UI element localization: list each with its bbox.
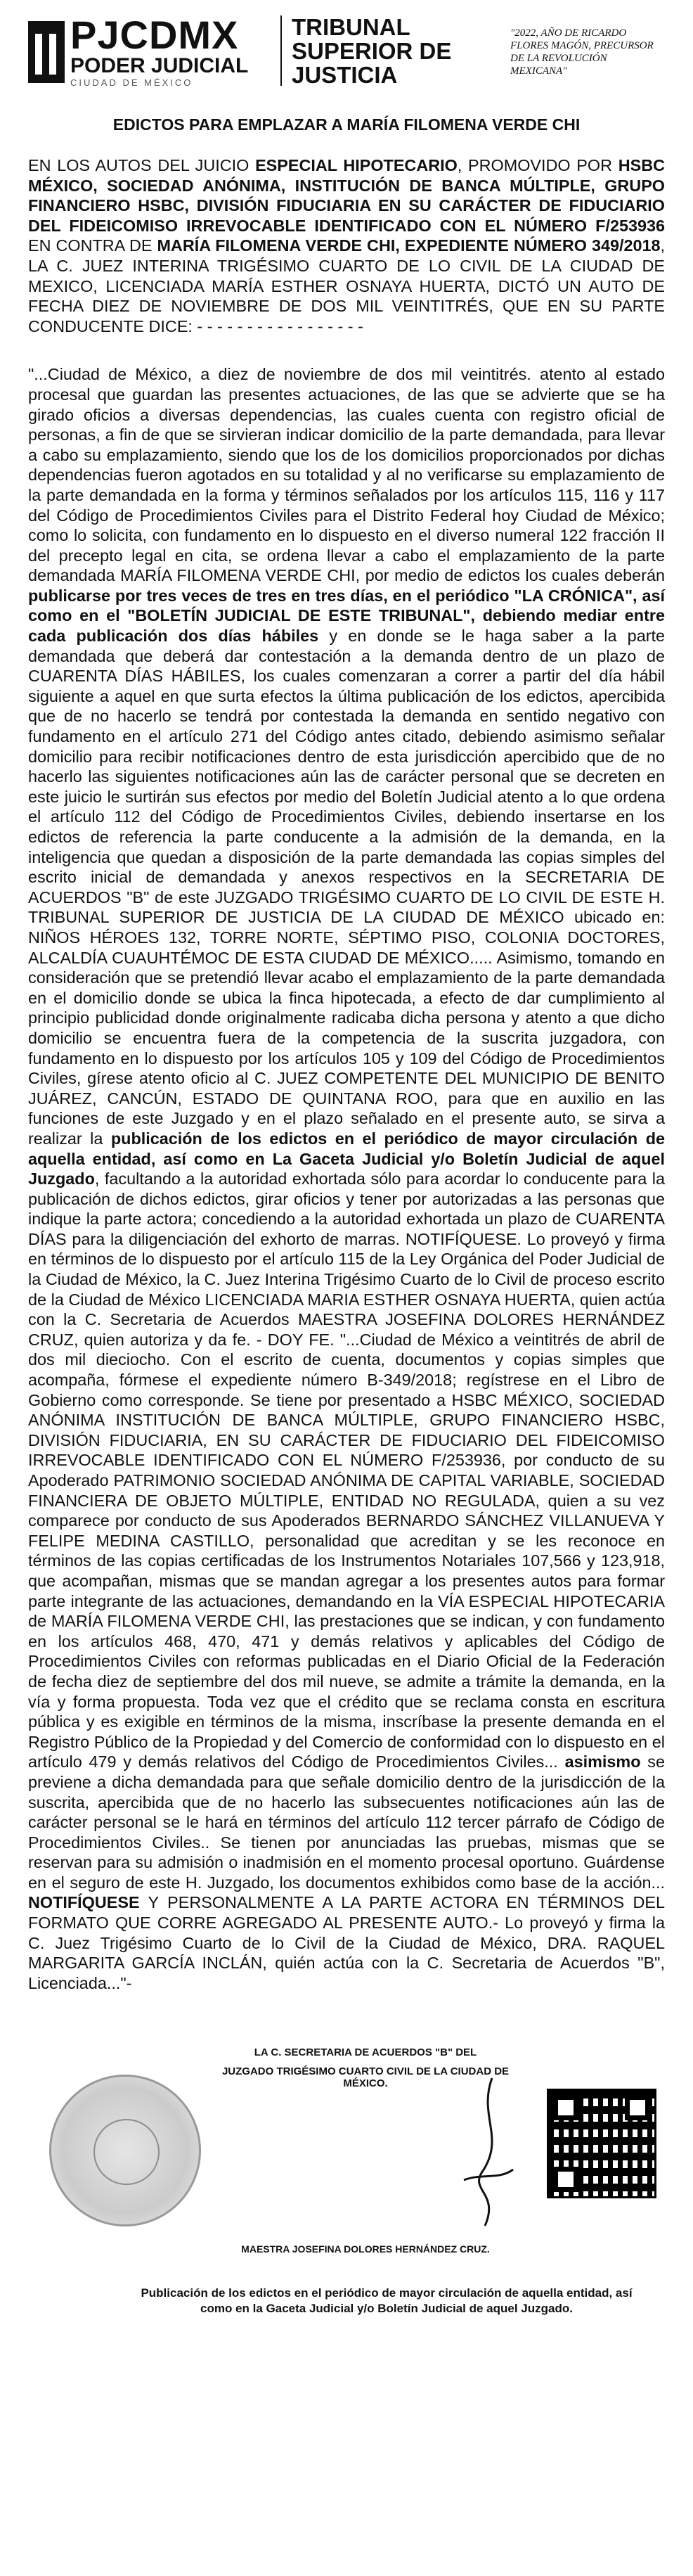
court-seal-icon <box>49 2075 201 2226</box>
logo-city: CIUDAD DE MÉXICO <box>70 77 193 88</box>
signature-block <box>28 2032 665 2335</box>
signature-title: LA C. SECRETARIA DE ACUERDOS "B" DEL <box>254 2046 477 2059</box>
qr-code-icon <box>547 2089 656 2198</box>
handwritten-signature-icon <box>450 2075 520 2236</box>
pjcdmx-logo <box>28 15 271 88</box>
signatory-name: MAESTRA JOSEFINA DOLORES HERNÁNDEZ CRUZ. <box>241 2243 490 2255</box>
pillars-icon <box>28 21 65 83</box>
logo-main: PJCDMX <box>70 13 239 57</box>
year-motto: "2022, AÑO DE RICARDO FLORES MAGÓN, PRECURSOR DE LA REVOLUCIÓN MEXICANA" <box>510 27 654 77</box>
footer-note: Publicación de los edictos en el periódico de mayor circulación de aquella entidad, así como en la Gaceta Judicial y/o Boletín Judicial de aquel Juzgado. <box>141 2286 633 2316</box>
header <box>28 15 665 94</box>
signature-court: JUZGADO TRIGÉSIMO CUARTO CIVIL DE LA CIUDAD DE MÉXICO. <box>221 2065 510 2090</box>
header-divider <box>280 15 282 86</box>
page-title: EDICTOS PARA EMPLAZAR A MARÍA FILOMENA VERDE CHI <box>112 115 581 134</box>
tribunal-name: TRIBUNAL SUPERIOR DE JUSTICIA <box>292 14 452 88</box>
intro-paragraph: EN LOS AUTOS DEL JUICIO ESPECIAL HIPOTECARIO, PROMOVIDO POR HSBC MÉXICO, SOCIEDAD ANÓNIMA, INSTITUCIÓN DE BANCA MÚLTIPLE, GRUPO FINANCIERO HSBC, DIVISIÓN FIDUCIARIA EN SU CARÁCTER DE FIDUCIARIO DEL FIDEICOMISO IRREVOCABLE IDENTIFICADO CON EL NÚMERO F/253936 EN CONTRA DE MARÍA FILOMENA VERDE CHI, EXPEDIENTE NÚMERO 349/2018, LA C. JUEZ INTERINA TRIGÉSIMO CUARTO DE LO CIVIL DE LA CIUDAD DE MEXICO, LICENCIADA MARÍA ESTHER OSNAYA HUERTA, DICTÓ UN AUTO DE FECHA DIEZ DE NOVIEMBRE DE DOS MIL VEINTITRÉS, QUE EN SU PARTE CONDUCENTE DICE: - - - - - - - - - - - - - - - - - <box>28 156 666 335</box>
edict-body: "...Ciudad de México, a diez de noviembre de dos mil veintitrés. atento al estado procesal que guardan las presentes actuaciones, de las que se advierte que se ha girado oficios a diversas dependencias, las cuales cuenta con registro oficial de personas, a fin de que se sirvieran indicar domicilio de la parte demandada, para llevar a cabo su emplazamiento, siendo que los de los domicilios proporcionados por dichas dependencias fueron agotados en su totalidad y al no verificarse su emplazamiento de la parte demandada en la forma y términos señalados por los artículos 115, 116 y 117 del Código de Procedimientos Civiles para el Distrito Federal hoy Ciudad de México; como lo solicita, con fundamento en lo dispuesto en el diverso numeral 122 fracción II del precepto legal en cita, se ordena llevar a cabo el emplazamiento de la parte demandada MARÍA FILOMENA VERDE CHI, por medio de edictos los cuales deberán publicarse por tres veces de tres en tres días, en el periódico "LA CRÓNICA", así como en el "BOLETÍN JUDICIAL DE ESTE TRIBUNAL", debiendo mediar entre cada publicación dos días hábiles y en donde se le haga saber a la parte demandada que deberá dar contestación a la demanda dentro de un plazo de CUARENTA DÍAS HÁBILES, los cuales comenzaran a correr a partir del día hábil siguiente a aquel en que surta efectos la última publicación de los edictos, apercibida que de no hacerlo se tendrá por contestada la demanda en sentido negativo con fundamento en el artículo 271 del Código antes citado, debiendo asimismo señalar domicilio para recibir notificaciones dentro de esta jurisdicción apercibido que de no hacerlo las siguientes notificaciones aún las de carácter personal que se decreten en este juicio le surtirán sus efectos por medio del Boletín Judicial atento a lo que ordena el artículo 112 del Código de Procedimientos Civiles, debiendo insertarse en los edictos de referencia la parte conducente a la admisión de la demanda, en la inteligencia que quedan a disposición de la parte demandada las copias simples del escrito inicial de demandada y anexos respectivos en la SECRETARIA DE ACUERDOS "B" de este JUZGADO TRIGÉSIMO CUARTO DE LO CIVIL DE ESTE H. TRIBUNAL SUPERIOR DE JUSTICIA DE LA CIUDAD DE MÉXICO ubicado en: NIÑOS HÉROES 132, TORRE NORTE, SÉPTIMO PISO, COLONIA DOCTORES, ALCALDÍA CUAUHTÉMOC DE ESTA CIUDAD DE MÉXICO..... Asimismo, tomando en consideración que se pretendió llevar acabo el emplazamiento de la parte demandada en el domicilio donde se ubica la finca hipotecada, a efecto de dar cumplimiento al principio publicidad donde originalmente radicaba dicha persona y atento a que dicho domicilio se encuentra fuera de la competencia de la suscrita juzgadora, con fundamento en lo dispuesto por los artículos 105 y 109 del Código de Procedimientos Civiles, gírese atento oficio al C. JUEZ COMPETENTE DEL MUNICIPIO DE BENITO JUÁREZ, CANCÚN, ESTADO DE QUINTANA ROO, para que en auxilio en las funciones de este Juzgado y en el plazo señalado en el presente auto, se sirva a realizar la publicación de los edictos en el periódico de mayor circulación de aquella entidad, así como en La Gaceta Judicial y/o Boletín Judicial de aquel Juzgado, facultando a la autoridad exhortada sólo para acordar lo conducente para la publicación de dichos edictos, girar oficios y tener por autorizadas a las personas que indique la parte actora; concediendo a la autoridad exhortada un plazo de CUARENTA DÍAS para la diligenciación del exhorto de marras. NOTIFÍQUESE. Lo proveyó y firma en términos de lo dispuesto por el artículo 115 de la Ley Orgánica del Poder Judicial de la Ciudad de México, la C. Juez Interina Trigésimo Cuarto de lo Civil de proceso escrito de la Ciudad de México LICENCIADA MARIA ESTHER OSNAYA HUERTA, quien actúa con la C. Secretaria de Acuerdos MAESTRA JOSEFINA DOLORES HERNÁNDEZ CRUZ, quien autoriza y da fe. - DOY FE. "...Ciudad de México a veintitrés de abril de dos mil dieciocho. Con el escrito de cuenta, documentos y copias simples que acompaña, fórmese el expediente número B-349/2018; regístrese en el Libro de Gobierno como corresponde. Se tiene por presentado a HSBC MÉXICO, SOCIEDAD ANÓNIMA INSTITUCIÓN DE BANCA MÚLTIPLE, GRUPO FINANCIERO HSBC, DIVISIÓN FIDUCIARIA, EN SU CARÁCTER DE FIDUCIARIO DEL FIDEICOMISO IRREVOCABLE IDENTIFICADO CON EL NÚMERO F/253936, por conducto de su Apoderado PATRIMONIO SOCIEDAD ANÓNIMA DE CAPITAL VARIABLE, SOCIEDAD FINANCIERA DE OBJETO MÚLTIPLE, ENTIDAD NO REGULADA, quien a su vez comparece por conducto de sus Apoderados BERNARDO SÁNCHEZ VILLANUEVA Y FELIPE MEDINA CASTILLO, personalidad que acreditan y se les reconoce en términos de las copias certificadas de los Instrumentos Notariales 107,566 y 123,918, que acompañan, mismas que se mandan agregar a los presentes autos para formar parte integrante de las actuaciones, demandando en la VÍA ESPECIAL HIPOTECARIA de MARÍA FILOMENA VERDE CHI, las prestaciones que se indican, y con fundamento en los artículos 468, 470, 471 y demás relativos y aplicables del Código de Procedimientos Civiles con reformas publicadas en el Diario Oficial de la Federación de fecha diez de septiembre del dos mil nueve, se admite a trámite la demanda, en la vía y forma propuesta. Toda vez que el crédito que se reclama consta en escritura pública y es exigible en términos de la misma, inscríbase la presente demanda en el Registro Público de la Propiedad y del Comercio de conformidad con lo dispuesto en el artículo 479 y demás relativos del Código de Procedimientos Civiles... asimismo se previene a dicha demandada para que señale domicilio dentro de la jurisdicción de la suscrita, apercibida que de no hacerlo las subsecuentes notificaciones aún las de carácter personal se le hará en términos del artículo 112 tercer párrafo de Código de Procedimientos Civiles.. Se tienen por anunciadas las pruebas, mismas que se reservan para su admisión o inadmisión en el momento procesal oportuno. Guárdense en el seguro de este H. Juzgado, los documentos exhibidos como base de la acción... NOTIFÍQUESE Y PERSONALMENTE A LA PARTE ACTORA EN TÉRMINOS DEL FORMATO QUE CORRE AGREGADO AL PRESENTE AUTO.- Lo proveyó y firma la C. Juez Trigésimo Cuarto de lo Civil de la Ciudad de México, DRA. RAQUEL MARGARITA GARCÍA INCLÁN, quién actúa con la C. Secretaria de Acuerdos "B", Licenciada..."- <box>28 365 665 1992</box>
logo-sub: PODER JUDICIAL <box>70 54 249 77</box>
